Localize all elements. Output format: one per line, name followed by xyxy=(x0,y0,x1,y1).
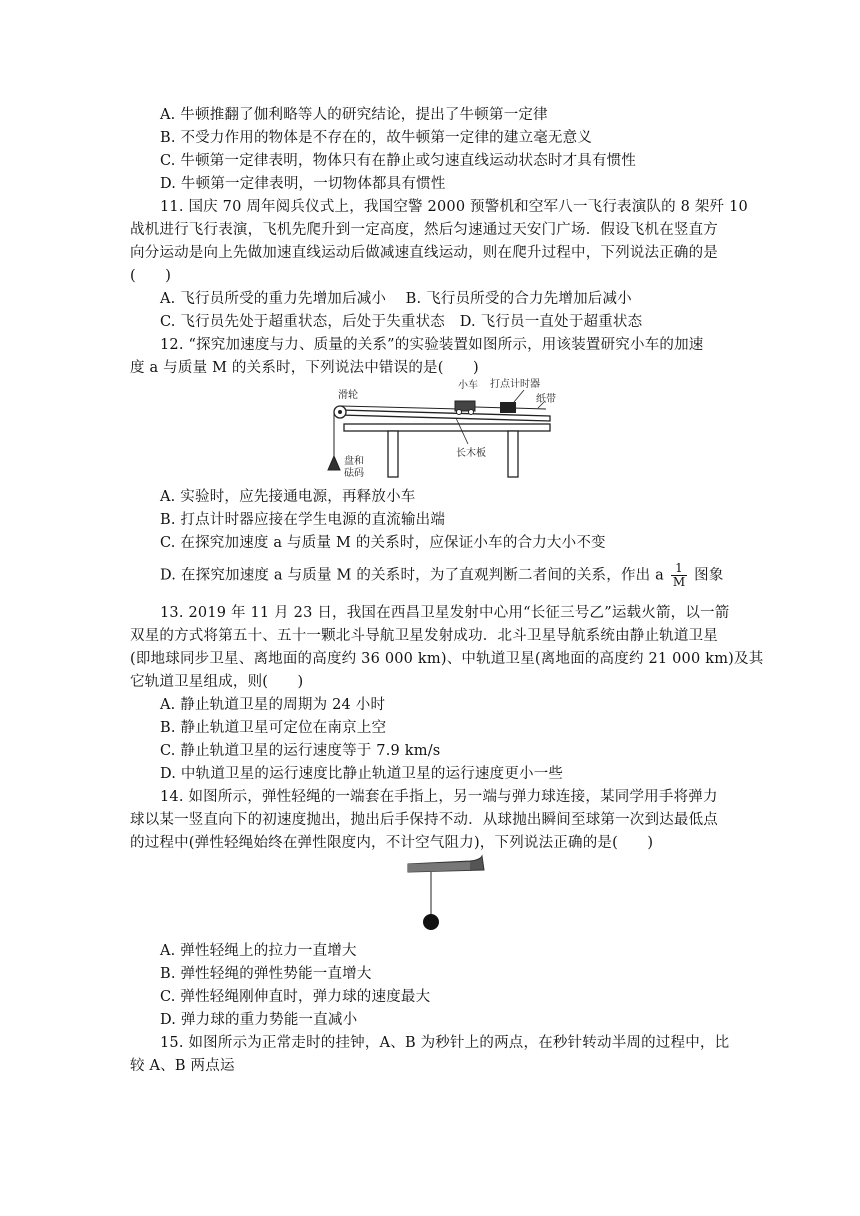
q11-stem-line3: 向分运动是向上先做加速直线运动后做减速直线运动，则在爬升过程中，下列说法正确的是 xyxy=(130,245,718,261)
q11-stem-line4: ( ) xyxy=(130,268,172,284)
q13-option-c: C. 静止轨道卫星的运行速度等于 7.9 km/s xyxy=(160,743,441,759)
q11-options-cd: C. 飞行员先处于超重状态，后处于失重状态 D. 飞行员一直处于超重状态 xyxy=(160,314,643,330)
q14-stem-line2: 球以某一竖直向下的初速度抛出，抛出后手保持不动．从球抛出瞬间至球第一次到达最低点 xyxy=(130,812,718,828)
q12-option-b: B. 打点计时器应接在学生电源的直流输出端 xyxy=(160,512,446,528)
q12-option-d-text: D. 在探究加速度 a 与质量 M 的关系时，为了直观判断二者间的关系，作出 a xyxy=(160,567,665,584)
q10-option-c: C. 牛顿第一定律表明，物体只有在静止或匀速直线运动状态时才具有惯性 xyxy=(160,153,637,169)
q13-stem-line3: (即地球同步卫星、离地面的高度约 36 000 km)、中轨道卫星(离地面的高度约 21 000 km)及其 xyxy=(130,651,764,667)
label-timer: 打点计时器 xyxy=(490,379,540,390)
q12-option-d-suffix: 图象 xyxy=(694,567,724,584)
q14-option-a: A. 弹性轻绳上的拉力一直增大 xyxy=(160,943,357,959)
q15-stem-line1: 15. 如图所示为正常走时的挂钟，A、B 为秒针上的两点，在秒针转动半周的过程中，比 xyxy=(160,1035,730,1051)
q13-option-d: D. 中轨道卫星的运行速度比静止轨道卫星的运行速度更小一些 xyxy=(160,766,564,782)
q13-stem-line2: 双星的方式将第五十、五十一颗北斗导航卫星发射成功．北斗卫星导航系统由静止轨道卫星 xyxy=(130,628,718,644)
q15-stem-line2: 较 A、B 两点运 xyxy=(130,1058,235,1074)
label-board: 长木板 xyxy=(456,448,486,459)
fraction-denominator: M xyxy=(672,575,686,589)
label-weights-2: 砝码 xyxy=(344,468,364,479)
label-pulley: 滑轮 xyxy=(338,390,358,401)
q12-stem-line1: 12. “探究加速度与力、质量的关系”的实验装置如图所示，用该装置研究小车的加速 xyxy=(160,337,704,353)
q12-stem-line2: 度 a 与质量 M 的关系时，下列说法中错误的是( ) xyxy=(130,360,479,376)
q14-option-b: B. 弹性轻绳的弹性势能一直增大 xyxy=(160,966,372,982)
q11-stem-line2: 战机进行飞行表演，飞机先爬升到一定高度，然后匀速通过天安门广场．假设飞机在竖直方 xyxy=(130,222,718,238)
q12-option-c: C. 在探究加速度 a 与质量 M 的关系时，应保证小车的合力大小不变 xyxy=(160,535,606,551)
label-cart: 小车 xyxy=(458,380,478,391)
fraction-one-over-m xyxy=(671,562,688,589)
q12-option-d xyxy=(160,562,724,589)
hand-ball-figure xyxy=(400,852,490,934)
q14-stem-line1: 14. 如图所示，弹性轻绳的一端套在手指上，另一端与弹力球连接，某同学用手将弹力 xyxy=(160,789,718,805)
fraction-numerator: 1 xyxy=(671,562,688,576)
q10-option-d: D. 牛顿第一定律表明，一切物体都具有惯性 xyxy=(160,176,446,192)
q10-option-b: B. 不受力作用的物体是不存在的，故牛顿第一定律的建立毫无意义 xyxy=(160,130,593,146)
q11-stem-line1: 11. 国庆 70 周年阅兵仪式上，我国空警 2000 预警机和空军八一飞行表演队的 8 架歼 10 xyxy=(160,199,748,215)
q11-options-ab: A. 飞行员所受的重力先增加后减小 B. 飞行员所受的合力先增加后减小 xyxy=(160,291,632,307)
label-weights-1: 盘和 xyxy=(344,456,364,467)
q14-stem-line3: 的过程中(弹性轻绳始终在弹性限度内，不计空气阻力)，下列说法正确的是( ) xyxy=(130,835,654,851)
experiment-apparatus-figure xyxy=(318,376,558,480)
q13-option-b: B. 静止轨道卫星可定位在南京上空 xyxy=(160,720,387,736)
q13-option-a: A. 静止轨道卫星的周期为 24 小时 xyxy=(160,697,386,713)
q13-stem-line4: 它轨道卫星组成，则( ) xyxy=(130,674,304,690)
label-tape: 纸带 xyxy=(536,394,556,405)
q13-stem-line1: 13. 2019 年 11 月 23 日，我国在西昌卫星发射中心用“长征三号乙”运载火箭，以一箭 xyxy=(160,605,730,621)
q14-option-c: C. 弹性轻绳刚伸直时，弹力球的速度最大 xyxy=(160,989,431,1005)
q14-option-d: D. 弹力球的重力势能一直减小 xyxy=(160,1012,358,1028)
q10-option-a: A. 牛顿推翻了伽利略等人的研究结论，提出了牛顿第一定律 xyxy=(160,107,548,123)
q12-option-a: A. 实验时，应先接通电源，再释放小车 xyxy=(160,489,416,505)
